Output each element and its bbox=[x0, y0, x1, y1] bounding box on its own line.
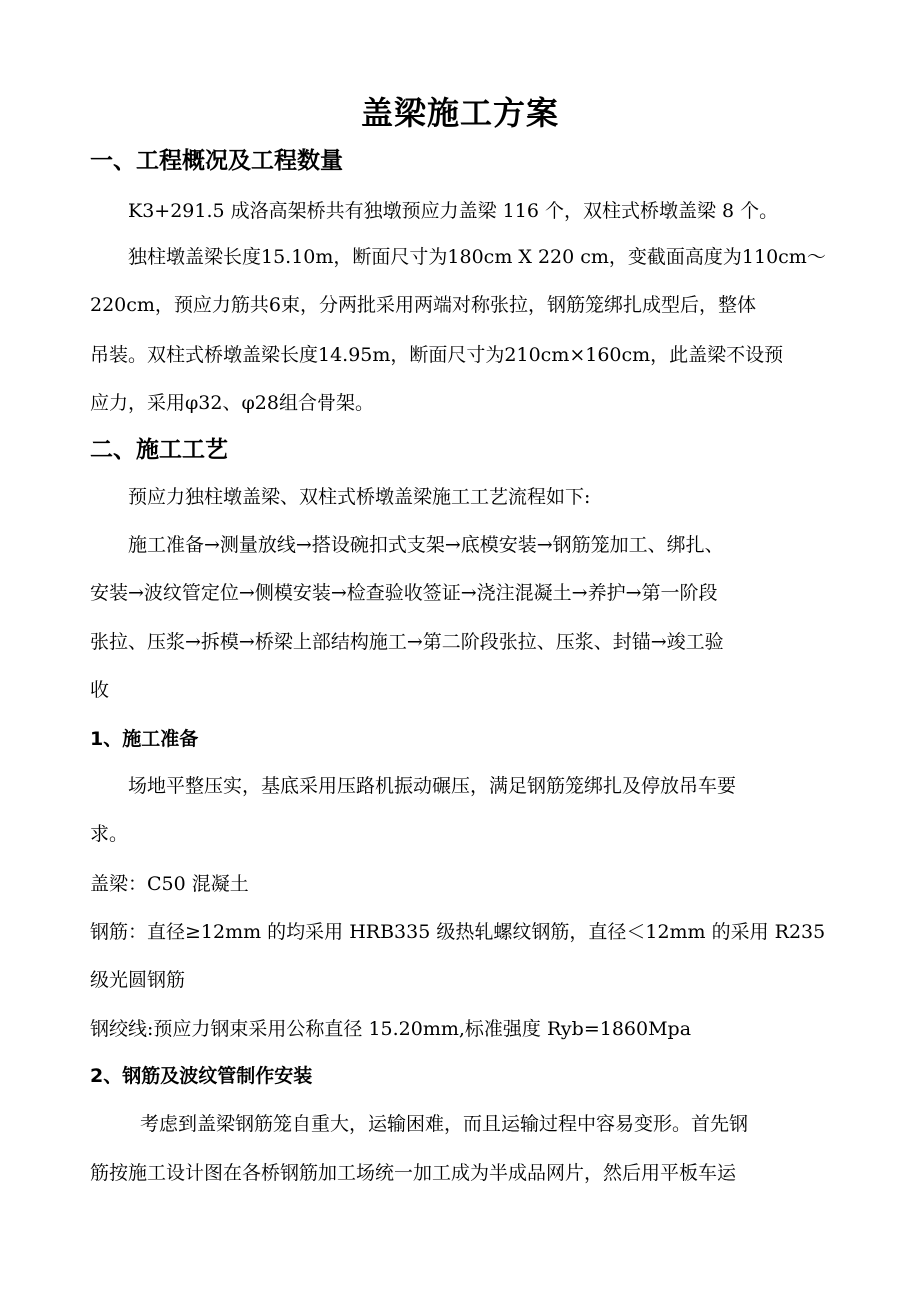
section-heading-overview: 一、工程概况及工程数量 bbox=[90, 148, 343, 174]
paragraph-line: 施工准备→测量放线→搭设碗扣式支架→底模安装→钢筋笼加工、绑扎、 bbox=[128, 534, 724, 556]
paragraph-line: 预应力独柱墩盖梁、双柱式桥墩盖梁施工工艺流程如下: bbox=[128, 486, 591, 508]
subsection-heading-preparation: 1、施工准备 bbox=[90, 728, 199, 750]
paragraph-line: 筋按施工设计图在各桥钢筋加工场统一加工成为半成品网片，然后用平板车运 bbox=[90, 1162, 737, 1184]
section-heading-process: 二、施工工艺 bbox=[90, 437, 228, 463]
paragraph-line: 应力，采用φ32、φ28组合骨架。 bbox=[90, 392, 374, 414]
paragraph-line: 场地平整压实，基底采用压路机振动碾压，满足钢筋笼绑扎及停放吊车要 bbox=[128, 775, 737, 797]
paragraph-line: 独柱墩盖梁长度15.10m，断面尺寸为180cm X 220 cm，变截面高度为110cm～ bbox=[128, 246, 826, 268]
paragraph-line: 吊装。双柱式桥墩盖梁长度14.95m，断面尺寸为210cm×160cm，此盖梁不设预 bbox=[90, 344, 784, 366]
paragraph-line: 张拉、压浆→拆模→桥梁上部结构施工→第二阶段张拉、压浆、封锚→竣工验 bbox=[90, 631, 724, 653]
paragraph-line: 220cm，预应力筋共6束，分两批采用两端对称张拉，钢筋笼绑扎成型后，整体 bbox=[90, 294, 757, 316]
paragraph-line: 级光圆钢筋 bbox=[90, 969, 186, 991]
paragraph-line: 盖梁：C50 混凝土 bbox=[90, 873, 249, 895]
subsection-heading-rebar: 2、钢筋及波纹管制作安装 bbox=[90, 1065, 313, 1087]
paragraph-line: 安装→波纹管定位→侧模安装→检查验收签证→浇注混凝土→养护→第一阶段 bbox=[90, 582, 718, 604]
paragraph-line: 求。 bbox=[90, 823, 129, 845]
paragraph-line: 钢绞线:预应力钢束采用公称直径 15.20mm,标准强度 Ryb=1860Mpa bbox=[90, 1018, 692, 1040]
paragraph-line: 收 bbox=[90, 679, 110, 701]
paragraph-line: K3+291.5 成洛高架桥共有独墩预应力盖梁 116 个，双柱式桥墩盖梁 8 个。 bbox=[128, 200, 779, 222]
paragraph-line: 钢筋：直径≥12mm 的均采用 HRB335 级热轧螺纹钢筋，直径＜12mm 的采用 R235 bbox=[90, 921, 826, 943]
page-title: 盖梁施工方案 bbox=[360, 94, 559, 132]
paragraph-line: 考虑到盖梁钢筋笼自重大，运输困难，而且运输过程中容易变形。首先钢 bbox=[140, 1113, 749, 1135]
